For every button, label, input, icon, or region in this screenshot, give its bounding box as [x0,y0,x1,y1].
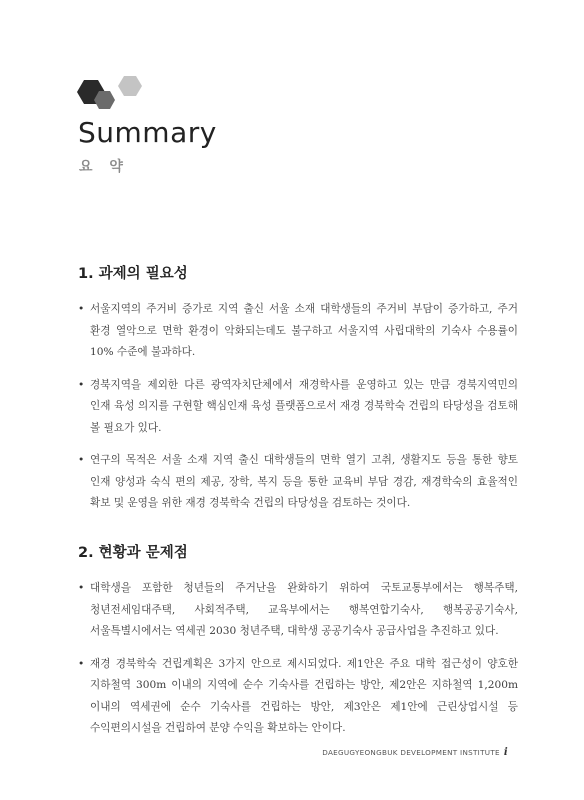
page-footer [322,747,508,758]
page-title: Summary [78,116,217,149]
hexagon-light-icon [118,76,142,96]
page-subtitle: 요 약 [79,159,129,175]
footer-institute: DAEGUGYEONGBUK DEVELOPMENT INSTITUTE [322,748,500,757]
page-number: i [503,747,508,758]
section-heading: 2. 현황과 문제점 [78,545,188,561]
section-heading: 1. 과제의 필요성 [78,266,188,282]
list-item: • 연구의 목적은 서울 소재 지역 출신 대학생들의 면학 열기 고취, 생활지도 등을 통한 향토 인재 양성과 숙식 편의 제공, 장학, 복지 등을 통한 교육비 부담 경감, 재경학숙의 효율적인 확보 및 운영을 위한 재경 경북학숙 건립의 타당성을 검토하는 것이다. [78,450,518,515]
list-item: • 재경 경북학숙 건립계획은 3가지 안으로 제시되었다. 제1안은 주요 대학 접근성이 양호한 지하철역 300m 이내의 지역에 순수 기숙사를 건립하는 방안, 제2안은 지하철역 1,200m 이내의 역세권에 순수 기숙사를 건립하는 방안, 제3안은 제1안에 근린상업시설 등 수익편의시설을 건립하여 분양 수익을 확보하는 안이다. [78,654,518,740]
bullet-list [78,299,518,515]
section-need [78,262,518,526]
hexagon-logo-icon [74,74,154,114]
list-item: • 서울지역의 주거비 증가로 지역 출신 서울 소재 대학생들의 주거비 부담이 증가하고, 주거 환경 열악으로 면학 환경이 악화되는데도 불구하고 서울지역 사립대학의 기숙사 수용률이 10% 수준에 불과하다. [78,299,518,364]
bullet-list [78,578,518,740]
list-item: • 경북지역을 제외한 다른 광역자치단체에서 재경학사를 운영하고 있는 만큼 경북지역민의 인재 육성 의지를 구현할 핵심인재 육성 플랫폼으로서 재경 경북학숙 건립의 타당성을 검토해 볼 필요가 있다. [78,375,518,440]
section-status [78,541,518,751]
list-item: • 대학생을 포함한 청년들의 주거난을 완화하기 위하여 국토교통부에서는 행복주택, 청년전세임대주택, 사회적주택, 교육부에서는 행복연합기숙사, 행복공공기숙사, 서울특별시에서는 역세권 2030 청년주택, 대학생 공공기숙사 공급사업을 추진하고 있다. [78,578,518,643]
